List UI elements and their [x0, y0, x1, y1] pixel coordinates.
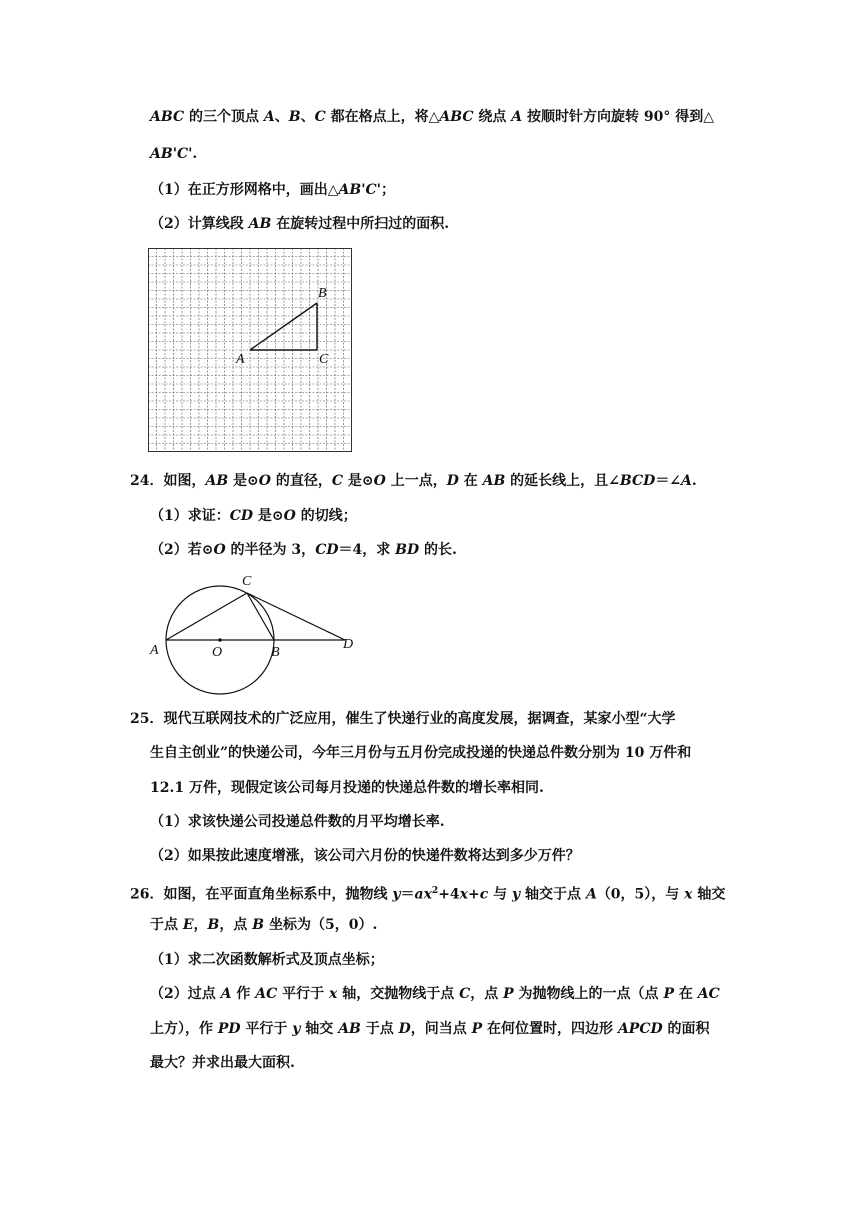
q24-question-line1: 24．如图，AB 是⊙O 的直径，C 是⊙O 上一点，D 在 AB 的延长线上，且∠BCD＝∠A. [130, 473, 697, 489]
q26-part2-line1: （2）过点 A 作 AC 平行于 x 轴，交抛物线于点 C，点 P 为抛物线上的一点（点 P 在 AC [150, 986, 720, 1002]
circle-label-o: O [212, 645, 223, 660]
circle-label-d: D [343, 637, 354, 652]
q26-part2-line2: 上方），作 PD 平行于 y 轴交 AB 于点 D，问当点 P 在何位置时，四边形 APCD 的面积 [150, 1021, 710, 1037]
q26-question-line1: 26．如图，在平面直角坐标系中，抛物线 $y=ax^2+4x+c$ 与 y 轴交于点 A（0，5），与 x 轴交 [130, 886, 726, 903]
q26-question-line2: 于点 E，B，点 B 坐标为（5，0）. [150, 917, 378, 933]
q23-part2: （2）计算线段 AB 在旋转过程中所扫过的面积. [150, 216, 450, 232]
circle-label-c: C [242, 574, 252, 589]
q24-part1: （1）求证：CD 是⊙O 的切线； [150, 508, 357, 524]
circle-tangent-figure [145, 570, 365, 700]
grid-label-b: B [318, 286, 327, 301]
circle-label-b: B [271, 645, 280, 660]
segment-ab [250, 303, 317, 350]
circle-label-a: A [150, 643, 159, 658]
q25-part1: （1）求该快递公司投递总件数的月平均增长率. [150, 814, 445, 830]
q26-part1: （1）求二次函数解析式及顶点坐标； [150, 952, 384, 968]
q23-text-line1: ABC 的三个顶点 A、B、C 都在格点上，将△ABC 绕点 A 按顺时针方向旋转 90° 得到△ [150, 109, 714, 125]
grid-label-a: A [236, 352, 245, 367]
q24-part2: （2）若⊙O 的半径为 3，CD＝4，求 BD 的长. [150, 542, 457, 558]
q25-question-line1: 25．现代互联网技术的广泛应用，催生了快递行业的高度发展，据调查，某家小型“大学 [130, 711, 676, 727]
q25-part2: （2）如果按此速度增涨，该公司六月份的快递件数将达到多少万件？ [150, 848, 580, 864]
q23-text-line2: AB'C'. [150, 146, 198, 162]
segment-cd [247, 593, 345, 640]
q25-question-line3: 12.1 万件，现假定该公司每月投递的快递总件数的增长率相同. [150, 780, 544, 796]
q26-part2-line3: 最大？并求出最大面积. [150, 1055, 295, 1071]
segment-ac [166, 593, 247, 640]
grid-label-c: C [319, 352, 329, 367]
center-dot [218, 638, 222, 642]
q23-part1: （1）在正方形网格中，画出△AB'C'； [150, 182, 395, 198]
q25-question-line2: 生自主创业”的快递公司，今年三月份与五月份完成投递的快递总件数分别为 10 万件和 [150, 745, 692, 761]
square-grid-figure [148, 248, 352, 452]
